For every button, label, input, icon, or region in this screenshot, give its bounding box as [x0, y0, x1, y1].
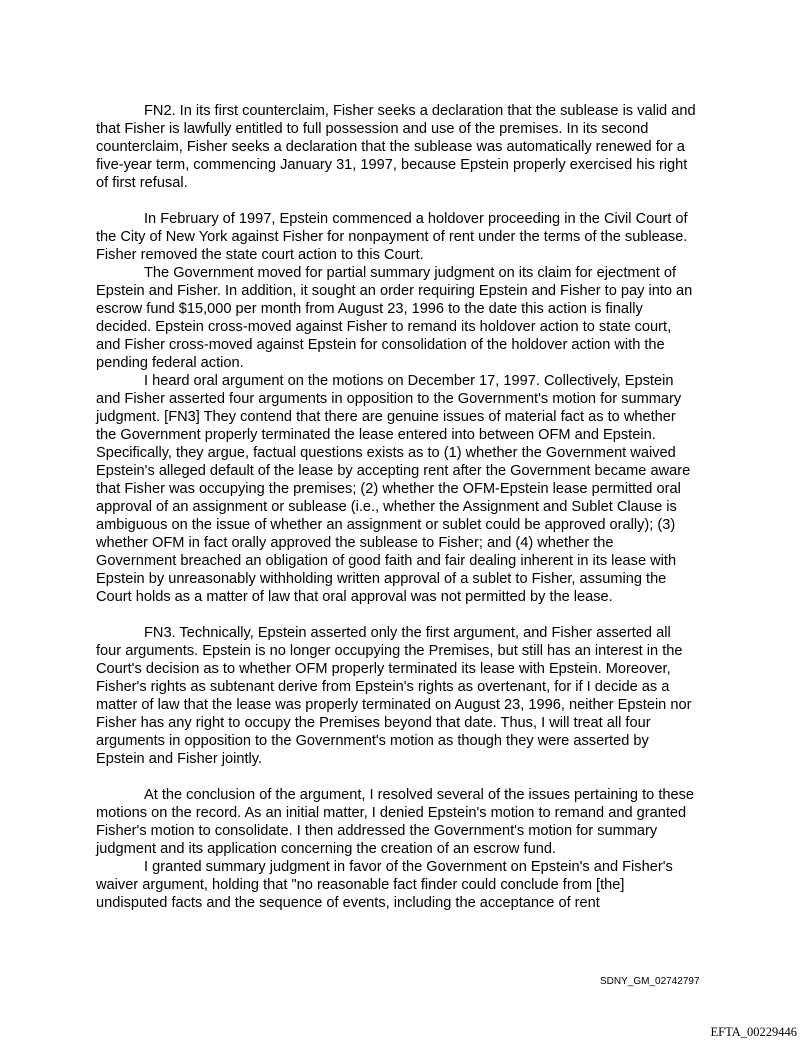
paragraph-gap: [96, 606, 696, 624]
document-body: [96, 102, 696, 912]
footnote-fn3: FN3. Technically, Epstein asserted only the first argument, and Fisher asserted all four arguments. Epstein is no longer occupying the Premises, but still has an interest in the Court's decision as to whether OFM properly terminated its lease with Epstein. Moreover, Fisher's rights as subtenant derive from Epstein's rights as overtenant, for if I decide as a matter of law that the lease was properly terminated on August 23, 1996, neither Epstein nor Fisher has any right to occupy the Premises beyond that date. Thus, I will treat all four arguments in opposition to the Government's motion as though they were asserted by Epstein and Fisher jointly.: [96, 625, 692, 767]
paragraph-summary-judgment: I granted summary judgment in favor of the Government on Epstein's and Fisher's waiver argument, holding that "no reasonable fact finder could conclude from [the] undisputed facts and the sequence of events, including the acceptance of rent: [96, 859, 673, 911]
paragraph-government-motion: The Government moved for partial summary judgment on its claim for ejectment of Epstein and Fisher. In addition, it sought an order requiring Epstein and Fisher to pay into an escrow fund $15,000 per month from August 23, 1996 to the date this action is finally decided. Epstein cross-moved against Fisher to remand its holdover action to state court, and Fisher cross-moved against Epstein for consolidation of the holdover action with the pending federal action.: [96, 265, 693, 371]
paragraph-holdover: In February of 1997, Epstein commenced a holdover proceeding in the Civil Court of the City of New York against Fisher for nonpayment of rent under the terms of the sublease. Fisher removed the state court action to this Court.: [96, 211, 688, 263]
efta-number: EFTA_00229446: [710, 1025, 797, 1039]
paragraph-gap: [96, 768, 696, 786]
paragraph-conclusion: At the conclusion of the argument, I resolved several of the issues pertaining to these motions on the record. As an initial matter, I denied Epstein's motion to remand and granted Fisher's motion to consolidate. I then addressed the Government's motion for summary judgment and its application concerning the creation of an escrow fund.: [96, 787, 695, 857]
bates-number: SDNY_GM_02742797: [600, 976, 700, 987]
paragraph-gap: [96, 192, 696, 210]
footnote-fn2: FN2. In its first counterclaim, Fisher seeks a declaration that the sublease is valid and that Fisher is lawfully entitled to full possession and use of the premises. In its second counterclaim, Fisher seeks a declaration that the sublease was automatically renewed for a five-year term, commencing January 31, 1997, because Epstein properly exercised his right of first refusal.: [96, 103, 696, 191]
paragraph-oral-argument: I heard oral argument on the motions on December 17, 1997. Collectively, Epstein and Fisher asserted four arguments in opposition to the Government's motion for summary judgment. [FN3] They contend that there are genuine issues of material fact as to whether the Government properly terminated the lease entered into between OFM and Epstein. Specifically, they argue, factual questions exists as to (1) whether the Government waived Epstein's alleged default of the lease by accepting rent after the Government became aware that Fisher was occupying the premises; (2) whether the OFM-Epstein lease permitted oral approval of an assignment or sublease (i.e., whether the Assignment and Sublet Clause is ambiguous on the issue of whether an assignment or sublet could be approved orally); (3) whether OFM in fact orally approved the sublease to Fisher; and (4) whether the Government breached an obligation of good faith and fair dealing inherent in its lease with Epstein by unreasonably withholding written approval of a sublet to Fisher, assuming the Court holds as a matter of law that oral approval was not permitted by the lease.: [96, 373, 691, 605]
